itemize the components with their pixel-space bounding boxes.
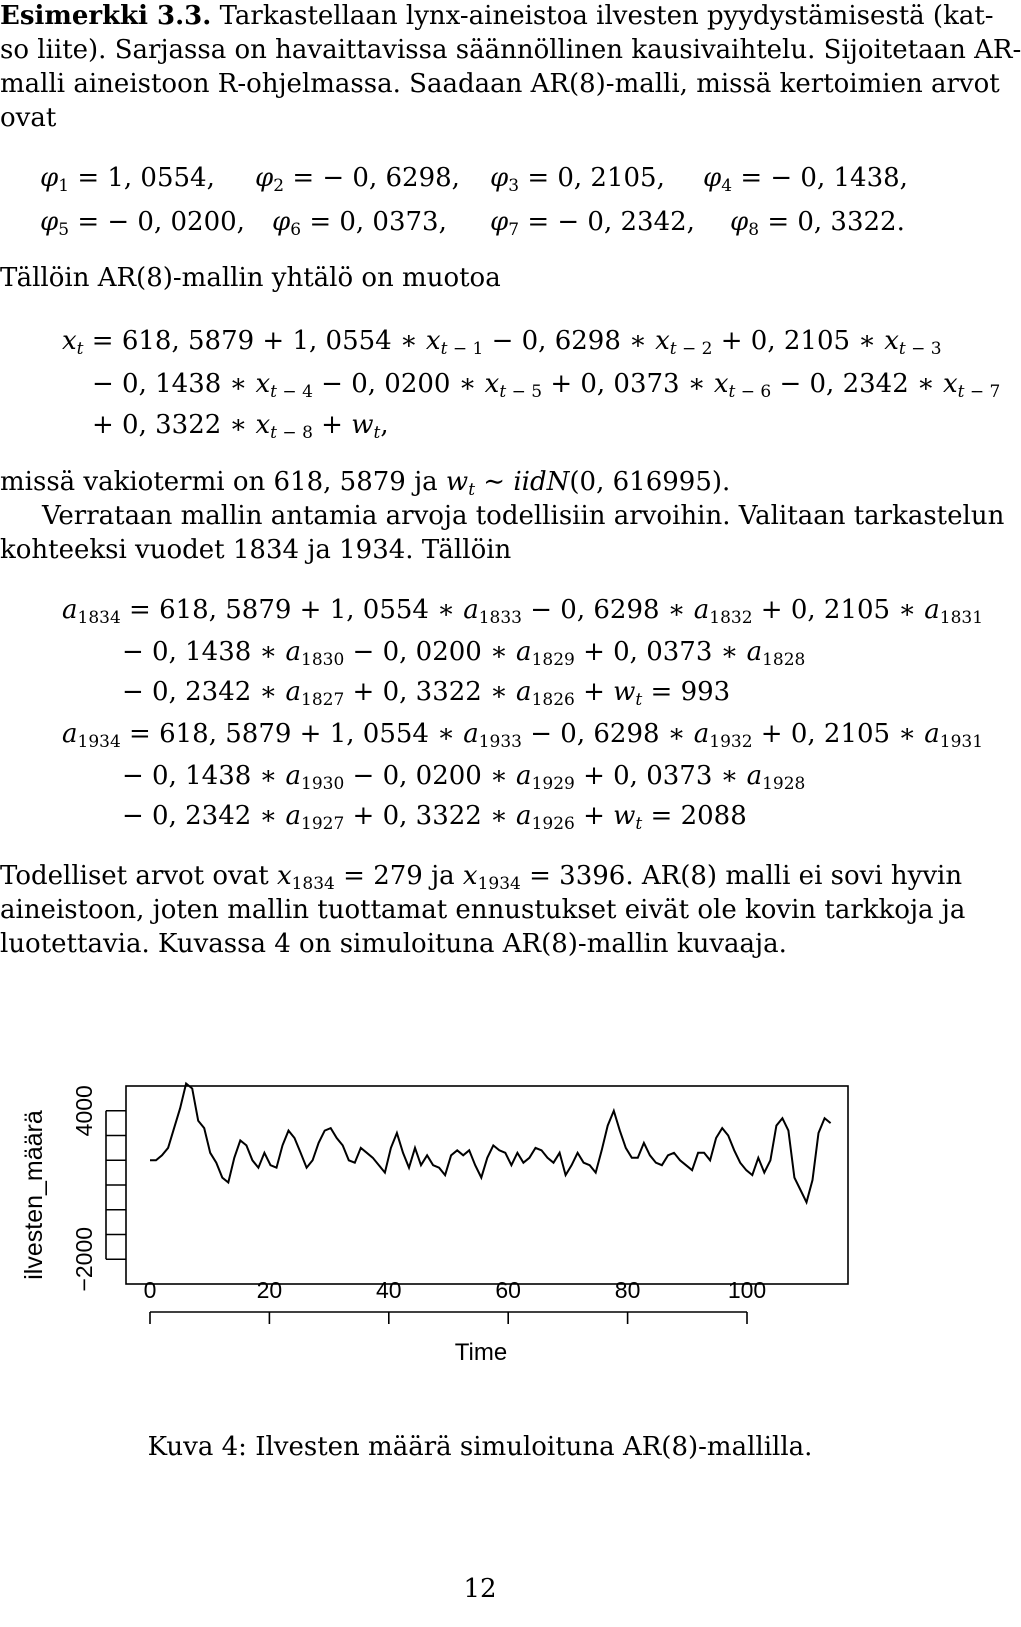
intro-text-1: Tarkastellaan lynx-aineistoa ilvesten pyydystämisestä (kat- — [219, 1, 994, 31]
forecast-1934-line-2: − 0, 1438 ∗ $a_{1930} - 0$, 0200 ∗ $a_{1929} + 0$, 0373 ∗ $a_{1928}$ — [122, 761, 806, 794]
forecast-1834-line-3: − 0, 2342 ∗ $a_{1827} + 0$, 3322 ∗ $a_{1826} + w_t = 993$ — [122, 677, 731, 710]
forecast-1834-line-2: − 0, 1438 ∗ $a_{1830} - 0$, 0200 ∗ $a_{1829} + 0$, 0373 ∗ $a_{1828}$ — [122, 637, 806, 670]
forecast-1934-line-1: $a_{1934} = 618$, 5879 + 1, 0554 ∗ $a_{1933} - 0$, 6298 ∗ $a_{1932} + 0$, 2105 ∗ $a_{1931}$ — [62, 719, 984, 752]
equation-line-2: − 0, 1438 ∗ $x_{t - 4} - 0$, 0200 ∗ $x_{t - 5} + 0$, 0373 ∗ $x_{t - 6} - 0$, 2342 ∗ $x_{t - 7}$ — [92, 369, 1001, 402]
coef-phi3: $\varphi_3 = 0$, 2105, — [490, 163, 665, 196]
conclusion-line-2: aineistoon, joten mallin tuottamat ennustukset eivät ole kovin tarkkoja ja — [0, 895, 966, 925]
x-tick-label: 20 — [256, 1277, 283, 1303]
y-tick-label: −2000 — [71, 1226, 97, 1292]
series-line — [150, 1084, 831, 1203]
conclusion-line-1: Todelliset arvot ovat $x_{1834} = 279$ ja $x_{1934} = 3396$. AR(8) malli ei sovi hyvin — [0, 861, 963, 894]
x-tick-label: 0 — [143, 1277, 157, 1303]
coef-phi6: $\varphi_6 = 0$, 0373, — [272, 207, 447, 240]
intro-line-4: ovat — [0, 103, 57, 133]
x-tick-label: 100 — [727, 1277, 767, 1303]
x-axis-title: Time — [454, 1339, 508, 1366]
after-eq-line-3: kohteeksi vuodet 1834 ja 1934. Tällöin — [0, 535, 512, 565]
y-axis-title: ilvesten_määrä — [20, 1110, 48, 1280]
intro-line-1 — [0, 0, 994, 32]
coef-phi8: $\varphi_8 = 0$, 3322. — [730, 207, 905, 240]
plot-frame — [126, 1086, 848, 1284]
x-tick-label: 40 — [376, 1277, 402, 1303]
intro-line-3: malli aineistoon R-ohjelmassa. Saadaan AR(8)-malli, missä kertoimien arvot — [0, 69, 1000, 99]
coef-phi7: $\varphi_7$ = − 0, 2342, — [490, 207, 695, 240]
x-tick-label: 80 — [614, 1277, 641, 1303]
coef-phi2: $\varphi_2$ = − 0, 6298, — [255, 163, 460, 196]
forecast-1834-line-1: $a_{1834} = 618$, 5879 + 1, 0554 ∗ $a_{1833} - 0$, 6298 ∗ $a_{1832} + 0$, 2105 ∗ $a_{1831}$ — [62, 595, 984, 628]
y-tick-label: 4000 — [71, 1085, 97, 1137]
model-intro: Tällöin AR(8)-mallin yhtälö on muotoa — [0, 263, 501, 293]
example-label: Esimerkki 3.3. — [0, 1, 212, 31]
after-eq-line-1: missä vakiotermi on 618, 5879 ja $w_t$ ∼ iidN(0, 616995). — [0, 467, 731, 500]
coef-phi1: $\varphi_1 = 1$, 0554, — [40, 163, 215, 196]
after-eq-line-2: Verrataan mallin antamia arvoja todellisiin arvoihin. Valitaan tarkastelun — [42, 501, 1005, 531]
intro-line-2: so liite). Sarjassa on havaittavissa säännöllinen kausivaihtelu. Sijoitetaan AR- — [0, 35, 1021, 65]
page-number: 12 — [463, 1574, 497, 1604]
conclusion-line-3: luotettavia. Kuvassa 4 on simuloituna AR(8)-mallin kuvaaja. — [0, 929, 787, 959]
coef-phi5: $\varphi_5$ = − 0, 0200, — [40, 207, 245, 240]
forecast-1934-line-3: − 0, 2342 ∗ $a_{1927} + 0$, 3322 ∗ $a_{1926} + w_t = 2088$ — [122, 801, 747, 834]
figure-caption: Kuva 4: Ilvesten määrä simuloituna AR(8)-mallilla. — [147, 1432, 813, 1462]
coef-phi4: $\varphi_4$ = − 0, 1438, — [703, 163, 908, 196]
lynx-chart — [0, 1070, 960, 1400]
equation-line-3: + 0, 3322 ∗ $x_{t - 8} + w_t$, — [92, 410, 389, 443]
equation-line-1: $x_t = 618$, 5879 + 1, 0554 ∗ $x_{t - 1} - 0$, 6298 ∗ $x_{t - 2} + 0$, 2105 ∗ $x_{t - 3}$ — [62, 326, 942, 359]
x-tick-label: 60 — [495, 1277, 521, 1303]
